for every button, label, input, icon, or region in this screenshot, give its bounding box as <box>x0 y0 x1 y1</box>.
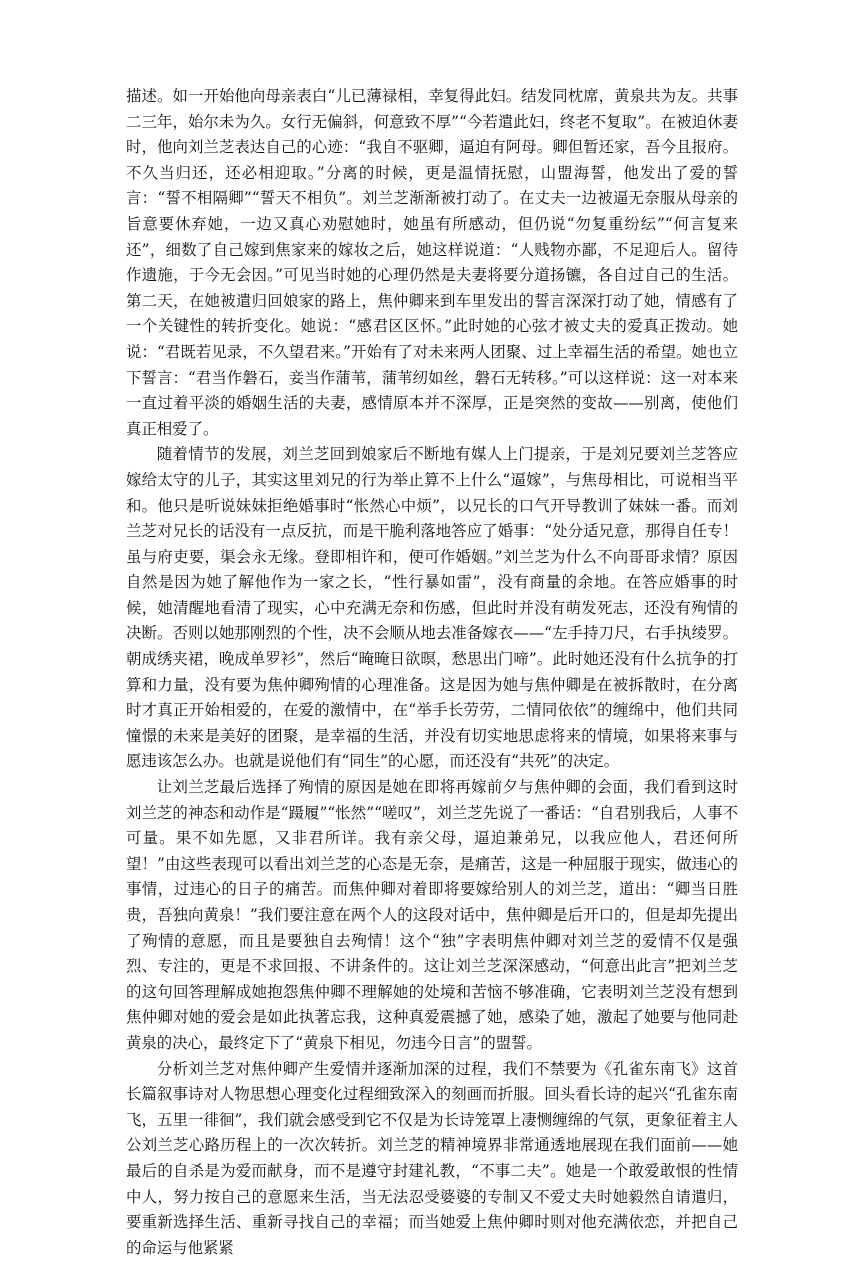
document-page <box>126 84 738 1261</box>
paragraph-continuation: 描述。如一开始他向母亲表白“儿已薄禄相，幸复得此妇。结发同枕席，黄泉共为友。共事二三年，始尔未为久。女行无偏斜，何意致不厚”“今若遣此妇，终老不复取”。在被迫休妻时，他向刘兰芝表达自己的心迹：“我自不驱卿，逼迫有阿母。卿但暂还家，吾今且报府。不久当归还，还必相迎取。”分离的时候，更是温情抚慰，山盟海誓，他发出了爱的誓言：“誓不相隔卿”“誓天不相负”。刘兰芝渐渐被打动了。在丈夫一边被逼无奈服从母亲的旨意要休弃她，一边又真心劝慰她时，她虽有所感动，但仍说“勿复重纷纭”“何言复来还”，细数了自己嫁到焦家来的嫁妆之后，她这样说道：“人贱物亦鄙，不足迎后人。留待作遗施，于今无会因。”可见当时她的心理仍然是夫妻将要分道扬镳，各自过自己的生活。第二天，在她被遣归回娘家的路上，焦仲卿来到车里发出的誓言深深打动了她，情感有了一个关键性的转折变化。她说：“感君区区怀。”此时她的心弦才被丈夫的爱真正拨动。她说：“君既若见录，不久望君来。”开始有了对未来两人团聚、过上幸福生活的希望。她也立下誓言：“君当作磐石，妾当作蒲苇，蒲苇纫如丝，磐石无转移。”可以这样说：这一对本来一直过着平淡的婚姻生活的夫妻，感情原本并不深厚，正是突然的变故——别离，使他们真正相爱了。 <box>126 87 738 438</box>
paragraph-reason-for-martyrdom: 让刘兰芝最后选择了殉情的原因是她在即将再嫁前夕与焦仲卿的会面，我们看到这时刘兰芝的神态和动作是“蹑履”“怅然”“嗟叹”，刘兰芝先说了一番话：“自君别我后，人事不可量。果不如先愿，又非君所详。我有亲父母，逼迫兼弟兄，以我应他人，君还何所望！”由这些表现可以看出刘兰芝的心态是无奈，是痛苦，这是一种屈服于现实，做违心的事情，过违心的日子的痛苦。而焦仲卿对着即将要嫁给别人的刘兰芝，道出：“卿当日胜贵，吾独向黄泉！”我们要注意在两个人的这段对话中，焦仲卿是后开口的，但是却先提出了殉情的意愿，而且是要独自去殉情！这个“独”字表明焦仲卿对刘兰芝的爱情不仅是强烈、专注的，更是不求回报、不讲条件的。这让刘兰芝深深感动，“何意出此言”把刘兰芝的这句回答理解成她抱怨焦仲卿不理解她的处境和苦恼不够准确，它表明刘兰芝没有想到焦仲卿对她的爱会是如此执著忘我，这种真爱震撼了她，感染了她，激起了她要与他同赴黄泉的决心，最终定下了“黄泉下相见，勿违今日言”的盟誓。 <box>126 778 738 1052</box>
paragraph-plot-development: 随着情节的发展，刘兰芝回到娘家后不断地有媒人上门提亲，于是刘兄要刘兰芝答应嫁给太守的儿子，其实这里刘兄的行为举止算不上什么“逼嫁”，与焦母相比，可说相当平和。他只是听说妹妹拒绝婚事时“怅然心中烦”，以兄长的口气开导教训了妹妹一番。而刘兰芝对兄长的话没有一点反抗，而是干脆利落地答应了婚事：“处分适兄意，那得自任专！虽与府吏要，渠会永无缘。登即相许和，便可作婚姻。”刘兰芝为什么不向哥哥求情？原因自然是因为她了解他作为一家之长，“性行暴如雷”，没有商量的余地。在答应婚事的时候，她清醒地看清了现实，心中充满无奈和伤感，但此时并没有萌发死志，还没有殉情的决断。否则以她那刚烈的个性，决不会顺从地去准备嫁衣——“左手持刀尺，右手执绫罗。朝成绣夹裙，晚成单罗衫”，然后“晻晻日欲暝，愁思出门啼”。此时她还没有什么抗争的打算和力量，没有要为焦仲卿殉情的心理准备。这是因为她与焦仲卿是在被拆散时，在分离时才真正开始相爱的，在爱的激情中，在“举手长劳劳，二情同依依”的缠绵中，他们共同憧憬的未来是美好的团聚，是幸福的生活，并没有切实地思虑将来的情境，如果将来事与愿违该怎么办。也就是说他们有“同生”的心愿，而还没有“共死”的决定。 <box>126 445 738 771</box>
paragraph-analysis: 分析刘兰芝对焦仲卿产生爱情并逐渐加深的过程，我们不禁要为《孔雀东南飞》这首长篇叙事诗对人物思想心理变化过程细致深入的刻画而折服。回头看长诗的起兴“孔雀东南飞，五里一徘徊”，我们就会感受到它不仅是为长诗笼罩上凄恻缠绵的气氛，更象征着主人公刘兰芝心路历程上的一次次转折。刘兰芝的精神境界非常通透地展现在我们面前——她最后的自杀是为爱而献身，而不是遵守封建礼教，“不事二夫”。她是一个敢爱敢恨的性情中人，努力按自己的意愿来生活，当无法忍受婆婆的专制又不爱丈夫时她毅然自请遣归，要重新选择生活、重新寻找自己的幸福；而当她爱上焦仲卿时则对他充满依恋，并把自己的命运与他紧紧 <box>126 1059 738 1257</box>
